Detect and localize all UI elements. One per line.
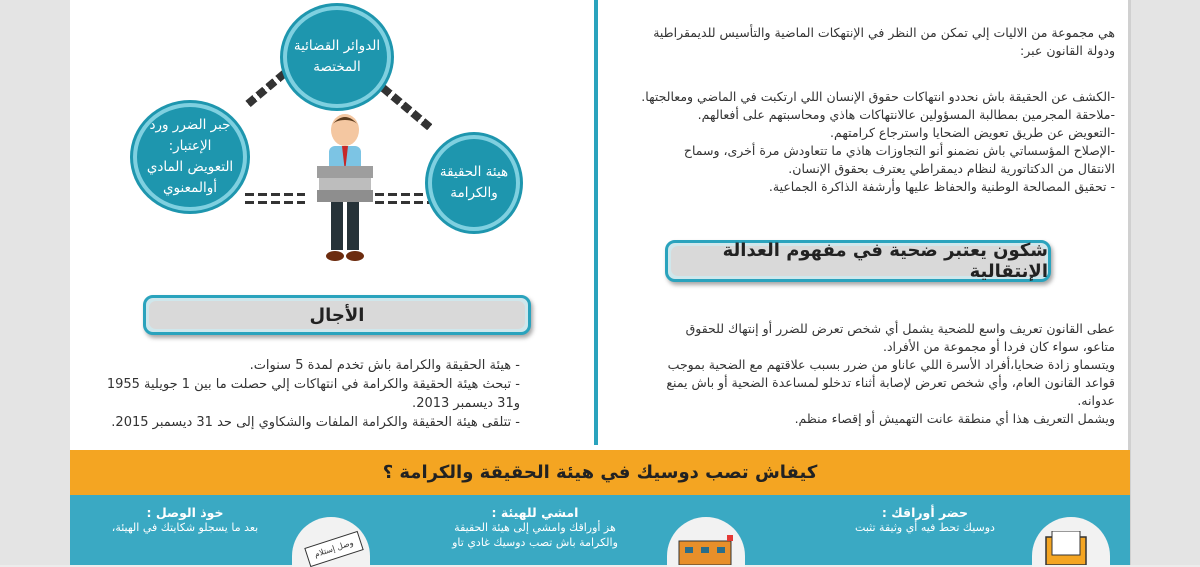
connector-bottom-left-b bbox=[245, 201, 305, 204]
deadline-item: - هيئة الحقيقة والكرامة باش تخدم لمدة 5 سنوات. bbox=[249, 358, 520, 373]
deadline-item: و31 ديسمبر 2013. bbox=[412, 396, 520, 411]
deadline-item: - تبحث هيئة الحقيقة والكرامة في انتهاكات إلي حصلت ما بين 1 جويلية 1955 bbox=[106, 377, 520, 392]
left-margin bbox=[0, 0, 70, 565]
step-prepare-title: حضر أوراقك : bbox=[881, 505, 969, 520]
folder-icon bbox=[1044, 531, 1090, 565]
step-go-title: امشي للهيئة : bbox=[491, 505, 579, 520]
intro-spacer bbox=[625, 60, 1115, 88]
victim-paragraph bbox=[625, 320, 1115, 428]
how-to-banner bbox=[70, 450, 1130, 495]
victim-line: ويتسماو زادة ضحايا،أفراد الأسرة اللي عاناو من ضرر بسبب علاقتهم مع الضحية بموجب bbox=[667, 357, 1115, 372]
step-go bbox=[440, 505, 630, 550]
deadline-item: - تتلقى هيئة الحقيقة والكرامة الملفات والشكاوي إلى حد 31 ديسمبر 2015. bbox=[111, 415, 520, 430]
victim-line: عدوانه. bbox=[1077, 393, 1115, 408]
intro-paragraph bbox=[625, 24, 1115, 196]
deadlines-header bbox=[143, 295, 531, 335]
victim-line: متاعو، سواء كان فردا أو مجموعة من الأفراد. bbox=[883, 339, 1115, 354]
victim-line: ويشمل التعريف هذا أي منطقة عانت التهميش أو إقصاء منظم. bbox=[794, 411, 1115, 426]
circle-truth-commission bbox=[428, 135, 520, 231]
person-illustration bbox=[305, 112, 385, 270]
victim-section-header bbox=[665, 240, 1051, 282]
intro-line: -ملاحقة المجرمين بمطالبة المسؤولين عالانتهاكات هاذي ومحاسبتهم على أفعالهم. bbox=[697, 107, 1115, 122]
connector-bottom-left-a bbox=[245, 193, 305, 196]
deadlines-title: الأجال bbox=[309, 304, 365, 326]
intro-line: - تحقيق المصالحة الوطنية والحفاظ عليها وأرشفة الذاكرة الجماعية. bbox=[768, 179, 1115, 194]
intro-line: -الكشف عن الحقيقة باش نحددو انتهاكات حقوق الإنسان اللي ارتكبت في الماضي ومعالجتها. bbox=[641, 89, 1115, 104]
circle-courts-label: الدوائر القضائية المختصة bbox=[293, 38, 381, 75]
circle-reparations-label: جبر الضرر ورد الإعتبار: التعويض المادي أوالمعنوي bbox=[146, 117, 234, 196]
step-receipt-text: بعد ما يسجلو شكايتك في الهيئة، bbox=[111, 521, 259, 534]
step-prepare-text: دوسيك تحط فيه أي وثيقة تثبت bbox=[855, 521, 995, 534]
steps-band bbox=[70, 495, 1130, 565]
victim-line: عطى القانون تعريف واسع للضحية يشمل أي شخص تعرض للضرر أو إنتهاك للحقوق bbox=[685, 321, 1115, 336]
intro-line: -التعويض عن طريق تعويض الضحايا واسترجاع كرامتهم. bbox=[830, 125, 1115, 140]
step-prepare bbox=[850, 505, 1000, 535]
receipt-label: وصل إستلام bbox=[313, 538, 355, 560]
intro-line: ودولة القانون عبر: bbox=[1020, 43, 1115, 58]
intro-line: الانتقال من الدكتاتورية لنظام ديمقراطي يعترف بحقوق الإنسان. bbox=[788, 161, 1115, 176]
building-icon bbox=[675, 535, 735, 565]
victim-line: قواعد القانون العام، وأي شخص تعرض لإصابة أثناء تدخلو لمساعدة الضحية أو باش يمنع bbox=[666, 375, 1115, 390]
step-go-text: هز أوراقك وامشي إلى هيئة الحقيقة والكرامة باش تصب دوسيك غادي تاو bbox=[452, 521, 618, 549]
circle-courts bbox=[283, 6, 391, 108]
circle-truth-label: هيئة الحقيقة والكرامة bbox=[439, 164, 509, 201]
intro-line: -الإصلاح المؤسساتي باش نضمنو أنو التجاوزات هاذي ما تتعاودش مرة أخرى، وسماح bbox=[683, 143, 1115, 158]
column-divider bbox=[594, 0, 598, 445]
victim-section-title: شكون يعتبر ضحية في مفهوم العدالة الإنتقالية bbox=[722, 240, 1048, 282]
intro-line: هي مجموعة من الاليات إلي تمكن من النظر في الإنتهكات الماضية والتأسيس للديمقراطية bbox=[653, 25, 1115, 40]
circle-reparations bbox=[133, 103, 247, 211]
step-receipt bbox=[110, 505, 260, 535]
deadlines-list bbox=[95, 356, 520, 432]
how-to-title: كيفاش تصب دوسيك في هيئة الحقيقة والكرامة ؟ bbox=[382, 462, 818, 483]
step-receipt-title: خوذ الوصل : bbox=[146, 505, 224, 520]
right-margin bbox=[1130, 0, 1200, 565]
